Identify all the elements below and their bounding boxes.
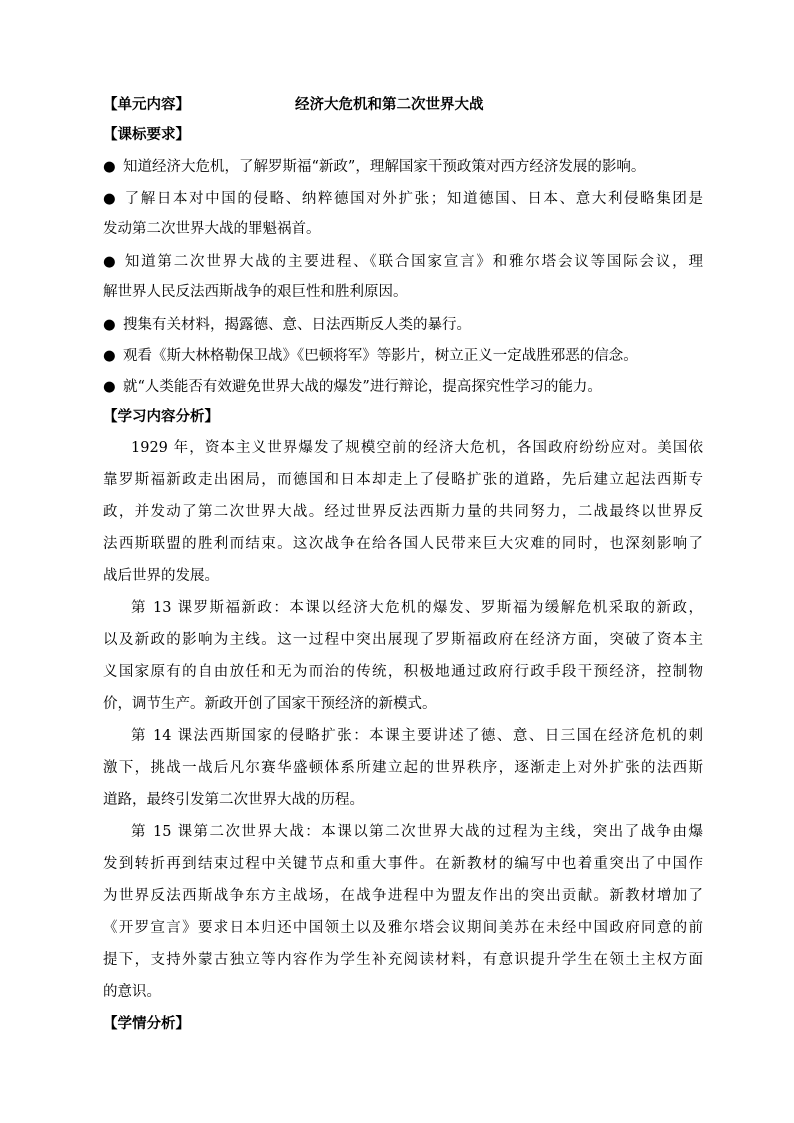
paragraph-line: 提下，支持外蒙古独立等内容作为学生补充阅读材料，有意识提升学生在领土主权方面 [103,952,703,968]
curriculum-item-continued: 解世界人民反法西斯战争的艰巨性和胜利原因。 [103,284,408,300]
paragraph-line: 《开罗宣言》要求日本归还中国领土以及雅尔塔会议期间美苏在未经中国政府同意的前 [103,920,703,936]
paragraph-line: 的意识。 [103,984,161,1000]
paragraph-line: 1929 年，资本主义世界爆发了规模空前的经济大危机，各国政府纷纷应对。美国依 [131,440,703,456]
paragraph-line: 法西斯联盟的胜利而结束。这次战争在给各国人民带来巨大灾难的同时，也深刻影响了 [103,536,703,552]
paragraph-line: 义国家原有的自由放任和无为而治的传统，积极地通过政府行政手段干预经济，控制物 [103,664,703,680]
unit-title: 经济大危机和第二次世界大战 [295,97,484,113]
paragraph-line: 第 13 课罗斯福新政：本课以经济大危机的爆发、罗斯福为缓解危机采取的新政， [131,600,703,616]
paragraph-line: 政，并发动了第二次世界大战。经过世界反法西斯力量的共同努力，二战最终以世界反 [103,504,703,520]
curriculum-item: ● 搜集有关材料，揭露德、意、日法西斯反人类的暴行。 [103,317,471,333]
curriculum-item: ● 知道经济大危机，了解罗斯福“新政”，理解国家干预政策对西方经济发展的影响。 [103,159,646,175]
bullet-icon: ● [103,159,116,175]
curriculum-item: ● 观看《斯大林格勒保卫战》《巴顿将军》等影片，树立正义一定战胜邪恶的信念。 [103,348,638,364]
analysis-heading: 【学习内容分析】 [103,409,219,425]
paragraph-line: 第 15 课第二次世界大战：本课以第二次世界大战的过程为主线，突出了战争由爆 [131,824,703,840]
paragraph-line: 第 14 课法西斯国家的侵略扩张：本课主要讲述了德、意、日三国在经济危机的刺 [131,728,703,744]
bullet-icon: ● [103,317,116,333]
unit-label: 【单元内容】 [103,97,190,113]
paragraph-line: 为世界反法西斯战争东方主战场，在战争进程中为盟友作出的突出贡献。新教材增加了 [103,888,703,904]
bullet-icon: ● [103,254,116,270]
paragraph-line: 发到转折再到结束过程中关键节点和重大事件。在新教材的编写中也着重突出了中国作 [103,856,703,872]
curriculum-heading: 【课标要求】 [103,127,190,143]
paragraph-line: 道路，最终引发第二次世界大战的历程。 [103,792,364,808]
paragraph-line: 靠罗斯福新政走出困局，而德国和日本却走上了侵略扩张的道路，先后建立起法西斯专 [103,472,703,488]
bullet-icon: ● [103,379,116,395]
paragraph-line: 价，调节生产。新政开创了国家干预经济的新模式。 [103,696,437,712]
bullet-icon: ● [103,348,116,364]
paragraph-line: 激下，挑战一战后凡尔赛华盛顿体系所建立起的世界秩序，逐渐走上对外扩张的法西斯 [103,760,703,776]
curriculum-item-continued: 发动第二次世界大战的罪魁祸首。 [103,221,321,237]
curriculum-item: ● 就“人类能否有效避免世界大战的爆发”进行辩论，提高探究性学习的能力。 [103,379,602,395]
bullet-icon: ● [103,191,116,207]
curriculum-item: ● 了解日本对中国的侵略、纳粹德国对外扩张；知道德国、日本、意大利侵略集团是 [103,191,703,207]
curriculum-item: ● 知道第二次世界大战的主要进程、《联合国家宣言》和雅尔塔会议等国际会议，理 [103,254,703,270]
paragraph-line: 战后世界的发展。 [103,568,219,584]
paragraph-line: 以及新政的影响为主线。这一过程中突出展现了罗斯福政府在经济方面，突破了资本主 [103,632,703,648]
learner-heading: 【学情分析】 [103,1016,190,1032]
